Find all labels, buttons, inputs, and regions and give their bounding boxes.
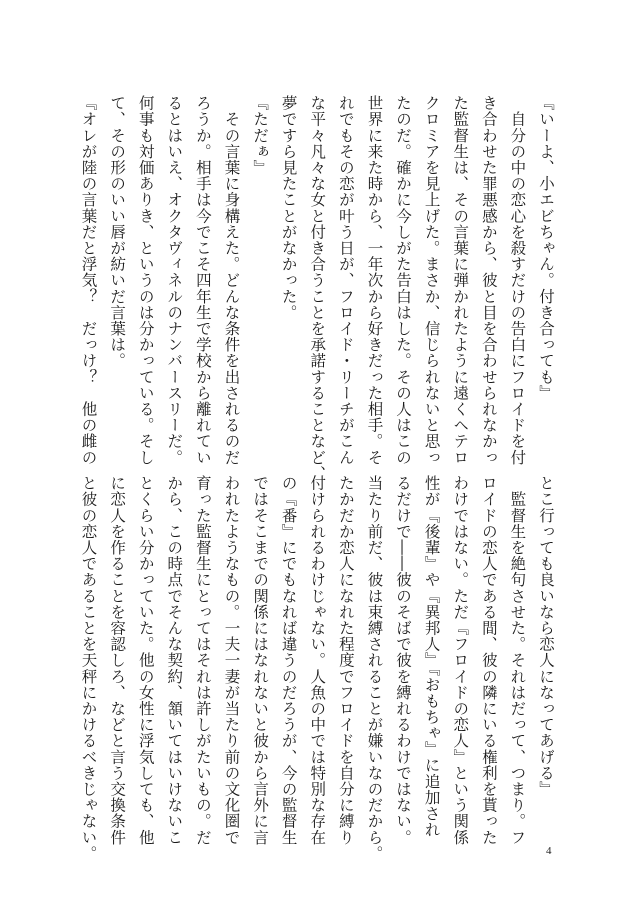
lower-text-block: [74, 475, 560, 862]
text-line: 育った監督生にとってはそれは許しがたいもの。だ: [193, 475, 212, 846]
text-line: から、この時点でそんな契約、頷いてはいけないこ: [165, 475, 184, 846]
text-line: て、その形のいい唇が紡いだ言葉は。: [108, 95, 127, 369]
text-line: た監督生は、その言葉に弾かれたように遠くヘテロ: [451, 95, 470, 466]
text-line: な平々凡々な女と付き合うことを承諾することなど、: [308, 95, 327, 482]
text-line: ではそこまでの関係にはなれないと彼から言外に言: [251, 475, 270, 846]
text-line: の『番』にでもなれば違うのだろうが、今の監督生: [279, 475, 298, 846]
text-line: われたようなもの。一夫一妻が当たり前の文化圏で: [222, 475, 241, 846]
text-line: たのだ。確かに今しがた告白はした。その人はこの: [394, 95, 413, 466]
text-line: き合わせた罪悪感から、彼と目を合わせられなかっ: [479, 95, 498, 466]
text-line: たかだか恋人になれた程度でフロイドを自分に縛り: [336, 475, 355, 846]
text-line: れでもその恋が叶う日が、フロイド・リーチがこん: [336, 95, 355, 466]
text-line: 世界に来た時から、一年次から好きだった相手。そ: [365, 95, 384, 466]
text-line: と彼の恋人であることを天秤にかけるべきじゃない。: [79, 475, 98, 862]
text-line: 当たり前だ、彼は束縛されることが嫌いなのだから。: [365, 475, 384, 862]
text-line: 『ただぁ』: [251, 95, 270, 176]
text-line: とこ行っても良いなら恋人になってあげる』: [537, 475, 555, 797]
text-line: ロイドの恋人である間、彼の隣にいる権利を貰った: [479, 475, 498, 846]
text-line: に恋人を作ることを容認しろ、などと言う交換条件: [108, 475, 127, 846]
text-line: ろうか。相手は今でこそ四年生で学校から離れてい: [193, 95, 212, 466]
text-line: わけではない。ただ『フロイドの恋人』という関係: [451, 475, 470, 846]
text-line: 夢ですら見たことがなかった。: [279, 95, 298, 321]
text-line: るだけで――彼のそばで彼を縛れるわけではない。: [394, 475, 413, 846]
text-line: とくらい分かっていた。他の女性に浮気しても、他: [136, 475, 155, 846]
text-line: 自分の中の恋心を殺すだけの告白にフロイドを付: [508, 95, 527, 466]
text-line: クロミアを見上げた。まさか、信じられないと思っ: [422, 95, 441, 466]
text-line: 付けられるわけじゃない。人魚の中では特別な存在: [308, 475, 327, 846]
page-number: 4: [546, 845, 552, 857]
text-line: 『いーよ、小エビちゃん。付き合っても』: [537, 95, 555, 401]
text-line: 性が『後輩』や『異邦人』『おもちゃ』に追加され: [422, 475, 441, 838]
text-line: 監督生を絶句させた。それはだって、つまり。フ: [508, 475, 527, 846]
upper-text-block: [74, 95, 560, 482]
text-line: その言葉に身構えた。どんな条件を出されるのだ: [222, 95, 241, 466]
text-line: 何事も対価ありき、というのは分かっている。そし: [136, 95, 155, 466]
text-line: 『オレが陸の言葉だと浮気？ だっけ？ 他の雌の: [79, 95, 98, 466]
text-line: るとはいえ、オクタヴィネルのナンバースリーだ。: [165, 95, 184, 466]
